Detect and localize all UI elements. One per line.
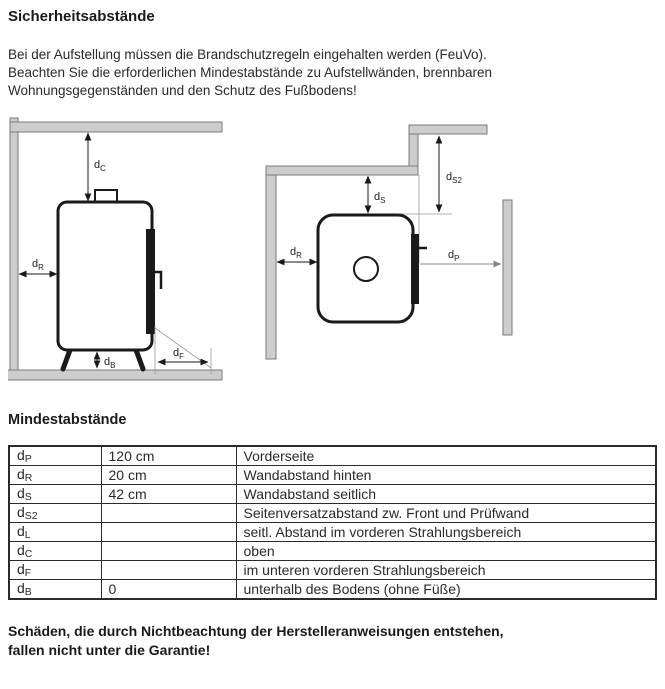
description-cell: oben xyxy=(236,542,656,561)
value-cell xyxy=(101,504,236,523)
intro-line-3: Wohnungsgegenständen und den Schutz des Fußbodens! xyxy=(8,83,357,98)
warranty-warning xyxy=(8,622,657,660)
table-row xyxy=(9,542,656,561)
description-cell: Wandabstand seitlich xyxy=(236,485,656,504)
warning-line-1: Schäden, die durch Nichtbeachtung der Herstelleranweisungen entstehen, xyxy=(8,623,504,639)
table-row xyxy=(9,485,656,504)
value-cell xyxy=(101,523,236,542)
top-view-diagram xyxy=(266,125,512,359)
table-body xyxy=(9,446,656,599)
symbol-cell: $d_R$ xyxy=(9,466,101,485)
intro-line-1: Bei der Aufstellung müssen die Brandschutzregeln eingehalten werden (FeuVo). xyxy=(8,47,487,62)
stove-door-top xyxy=(411,234,419,304)
intro-line-2: Beachten Sie die erforderlichen Mindestabstände zu Aufstellwänden, brennbaren xyxy=(8,65,493,80)
symbol-cell: $d_C$ xyxy=(9,542,101,561)
table-row xyxy=(9,523,656,542)
flue-outlet-circle xyxy=(354,257,378,281)
section-title: Mindestabstände xyxy=(8,412,127,428)
value-cell: 0 xyxy=(101,580,236,600)
symbol-cell: $d_B$ xyxy=(9,580,101,600)
description-cell: Vorderseite xyxy=(236,446,656,466)
ds-label: $d_S$ xyxy=(374,191,386,205)
warning-line-2: fallen nicht unter die Garantie! xyxy=(8,642,211,658)
dp-label: $d_P$ xyxy=(448,249,460,263)
stove-left-leg xyxy=(63,350,70,369)
minimum-distances-table xyxy=(8,445,657,600)
table-row xyxy=(9,504,656,523)
dr-top-label: $d_R$ xyxy=(290,246,302,260)
value-cell: 42 cm xyxy=(101,485,236,504)
manual-page xyxy=(0,8,665,660)
table-row xyxy=(9,561,656,580)
dr-side-label: $d_R$ xyxy=(32,258,44,272)
symbol-cell: $d_F$ xyxy=(9,561,101,580)
table-row xyxy=(9,580,656,600)
door-handle-side xyxy=(155,272,161,289)
dc-label: $d_C$ xyxy=(94,159,106,173)
safety-distances-diagram xyxy=(8,112,657,392)
intro-paragraph xyxy=(8,46,657,100)
description-cell: seitl. Abstand im vorderen Strahlungsbereich xyxy=(236,523,656,542)
top-view-wall-stub xyxy=(409,134,418,166)
stove-door-side xyxy=(146,229,155,334)
side-view-diagram xyxy=(8,118,222,380)
description-cell: im unteren vorderen Strahlungsbereich xyxy=(236,561,656,580)
symbol-cell: $d_{S2}$ xyxy=(9,504,101,523)
test-wall xyxy=(503,200,512,335)
symbol-cell: $d_S$ xyxy=(9,485,101,504)
top-view-side-wall xyxy=(266,166,276,359)
side-rear-wall xyxy=(10,118,18,370)
ds2-label: $d_{S2}$ xyxy=(446,171,462,185)
value-cell xyxy=(101,561,236,580)
description-cell: Wandabstand hinten xyxy=(236,466,656,485)
side-ceiling xyxy=(10,122,222,132)
stove-side-body xyxy=(58,202,152,350)
table-row xyxy=(9,446,656,466)
description-cell: Seitenversatzabstand zw. Front und Prüfwand xyxy=(236,504,656,523)
value-cell xyxy=(101,542,236,561)
stove-right-leg xyxy=(136,350,143,369)
top-view-offset-wall xyxy=(409,125,487,134)
symbol-cell: $d_P$ xyxy=(9,446,101,466)
symbol-cell: $d_L$ xyxy=(9,523,101,542)
side-floor xyxy=(8,370,222,380)
df-label: $d_F$ xyxy=(173,347,185,361)
page-title: Sicherheitsabstände xyxy=(8,8,155,25)
description-cell: unterhalb des Bodens (ohne Füße) xyxy=(236,580,656,600)
top-view-rear-wall xyxy=(266,166,418,175)
db-label: $d_B$ xyxy=(104,356,116,370)
value-cell: 120 cm xyxy=(101,446,236,466)
value-cell: 20 cm xyxy=(101,466,236,485)
table-row xyxy=(9,466,656,485)
